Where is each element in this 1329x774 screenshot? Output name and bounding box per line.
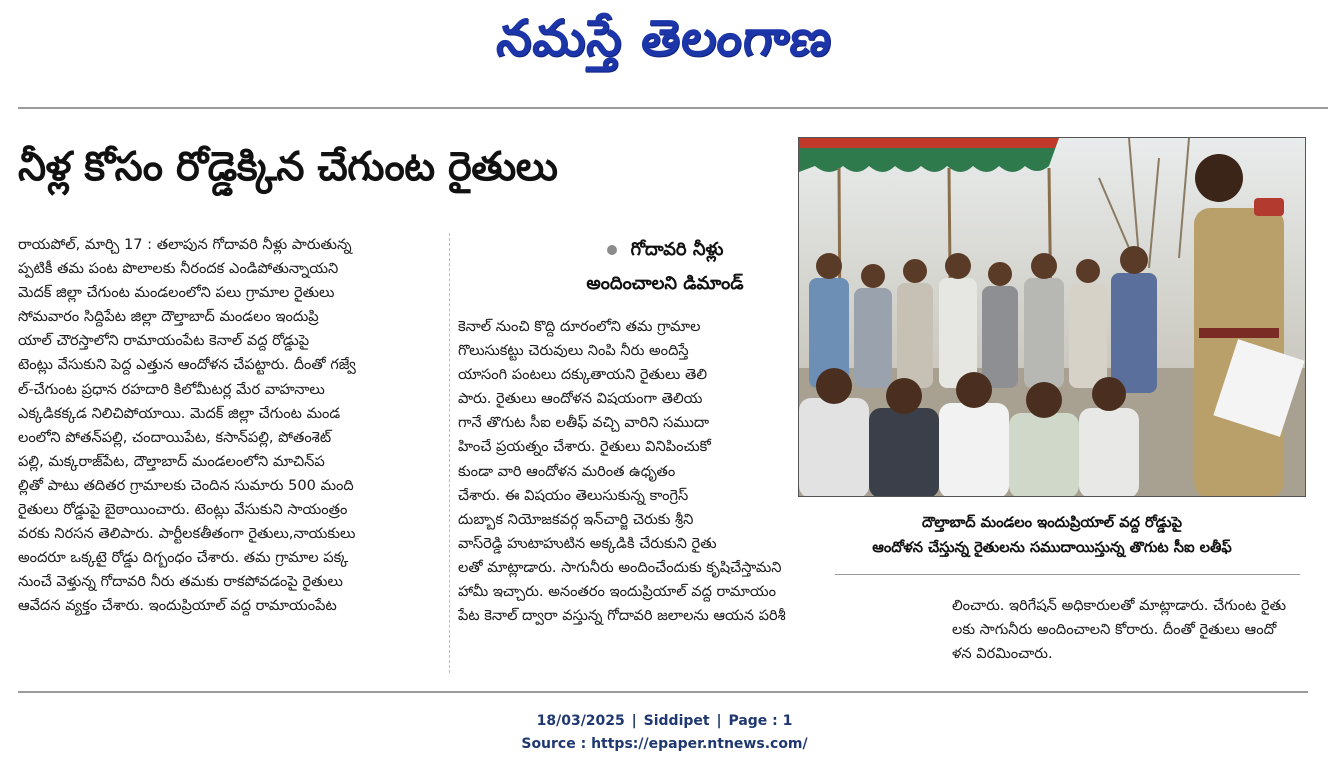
article-line: హామీ ఇచ్చారు. అనంతరం ఇందుప్రియాల్ వద్ద రామాయం	[458, 583, 777, 601]
page-number: Page : 1	[728, 713, 793, 729]
article-line: యాల్ చౌరస్తాలోని రామాయంపేట కెనాల్ వద్ద రోడ్డుపై	[18, 332, 310, 350]
article-line: టెంట్లు వేసుకుని పెద్ద ఎత్తున ఆందోళన చేపట్టారు. దీంతో గజ్వే	[18, 356, 356, 374]
article-line: ఎక్కడికక్కడ నిలిచిపోయాయి. మెదక్ జిల్లా చేగుంట మండ	[18, 404, 341, 422]
article-line: హించే ప్రయత్నం చేశారు. రైతులు వినిపించుకో	[458, 438, 711, 456]
article-line: పల్లి, మక్కరాజ్‌పేట, దౌల్తాబాద్ మండలంలోని మాచిన్‌ప	[18, 452, 325, 470]
article-line: ల్లితో పాటు తదితర గ్రామాలకు చెందిన సుమారు 500 మంది	[18, 476, 354, 494]
article-line: రైతులు రోడ్డుపై బైఠాయించారు. టెంట్లు వేసుకుని సాయంత్రం	[18, 501, 348, 519]
bullet-icon	[607, 245, 617, 255]
newspaper-logo: నమస్తే తెలంగాణ	[493, 9, 836, 67]
caption-line-2: ఆందోళన చేస్తున్న రైతులను సముదాయిస్తున్న తొగుట సీఐ లతీఫ్	[872, 539, 1232, 556]
headline: నీళ్ల కోసం రోడ్డెక్కిన చేగుంట రైతులు	[18, 144, 558, 190]
photo-caption	[800, 510, 1304, 560]
article-line: వరకు నిరసన తెలిపారు. పార్టీలకతీతంగా రైతులు,నాయకులు	[18, 525, 356, 543]
source-link[interactable]: Source : https://epaper.ntnews.com/	[521, 736, 808, 752]
article-line: వాస్‌రెడ్డి హుటాహుటిన అక్కడికి చేరుకుని రైతు	[458, 534, 717, 552]
article-line: చేశారు. ఈ విషయం తెలుసుకున్న కాంగ్రెస్	[458, 486, 689, 504]
article-line: పారు. రైతులు ఆందోళన విషయంగా తెలియ	[458, 390, 703, 408]
bottom-divider	[18, 691, 1308, 693]
article-line: నుంచే వెళ్తున్న గోదావరి నీరు తమకు రాకపోవడంపై రైతులు	[18, 573, 343, 591]
edition-name: Siddipet	[643, 713, 710, 729]
issue-date: 18/03/2025	[536, 713, 625, 729]
article-line: గానే తొగుట సీఐ లతీఫ్ వచ్చి వారిని సముదా	[458, 414, 710, 432]
news-photo	[798, 137, 1306, 497]
article-line: కుండా వారి ఆందోళన మరింత ఉధృతం	[458, 462, 676, 480]
article-line: దుబ్బాక నియోజకవర్గ ఇన్‌చార్జి చెరుకు శ్రీని	[458, 510, 694, 528]
article-line: ప్పటికీ తమ పంట పొలాలకు నీరందక ఎండిపోతున్నాయని	[18, 260, 339, 278]
article-line: లంలోని పోతన్‌పల్లి, చందాయిపేట, కసాన్‌పల్లి, పోతంశెట్	[18, 428, 332, 446]
subheadline-line-1: గోదావరి నీళ్లు	[630, 239, 724, 260]
caption-divider	[835, 574, 1300, 575]
caption-line-1: దౌల్తాబాద్ మండలం ఇందుప్రియాల్ వద్ద రోడ్డుపై	[922, 514, 1182, 531]
article-column-1	[18, 233, 442, 619]
footer	[0, 710, 1329, 756]
article-line: కెనాల్ నుంచి కొద్ది దూరంలోని తమ గ్రామాల	[458, 318, 701, 335]
article-line: ళన విరమించారు.	[952, 645, 1053, 663]
article-line: గొలుసుకట్టు చెరువులు నింపి నీరు అందిస్తే	[458, 342, 689, 360]
subheadline-line-2: అందించాలని డిమాండ్	[586, 273, 744, 294]
article-line: అందరూ ఒక్కటై రోడ్డు దిగ్బంధం చేశారు. తమ గ్రామాల పక్క	[18, 549, 349, 567]
article-line: పేట కెనాల్ ద్వారా వస్తున్న గోదావరి జలాలను ఆయన పరిశీ	[458, 607, 786, 625]
article-line: సోమవారం సిద్దిపేట జిల్లా దౌల్తాబాద్ మండలం ఇందుప్రి	[18, 308, 319, 326]
top-divider	[18, 107, 1328, 109]
article-line: యాసంగి పంటలు దక్కుతాయని రైతులు తెలి	[458, 366, 708, 384]
article-line: రాయపోల్, మార్చి 17 : తలాపున గోదావరి నీళ్లు పారుతున్న	[18, 236, 352, 253]
article-line: మెదక్ జిల్లా చేగుంట మండలంలోని పలు గ్రామాల రైతులు	[18, 284, 335, 302]
footer-meta: 18/03/2025 | Siddipet | Page : 1	[536, 713, 793, 729]
masthead	[0, 4, 1329, 74]
article-line: లతో మాట్లాడారు. సాగునీరు అందించేందుకు కృషిచేస్తామని	[458, 558, 782, 576]
article-line: లకు సాగునీరు అందించాలని కోరారు. దీంతో రైతులు ఆందో	[952, 621, 1277, 639]
article-line: ల్-చేగుంట ప్రధాన రహదారి కిలోమీటర్ల మేర వాహనాలు	[18, 380, 325, 398]
article-line: లించారు. ఇరిగేషన్ అధికారులతో మాట్లాడారు. చేగుంట రైతు	[952, 597, 1287, 614]
article-column-3	[952, 594, 1302, 666]
column-divider	[449, 233, 450, 673]
photo-illustration	[799, 138, 1306, 497]
article-line: ఆవేదన వ్యక్తం చేశారు. ఇందుప్రియాల్ వద్ద రామాయంపేట	[18, 597, 337, 615]
